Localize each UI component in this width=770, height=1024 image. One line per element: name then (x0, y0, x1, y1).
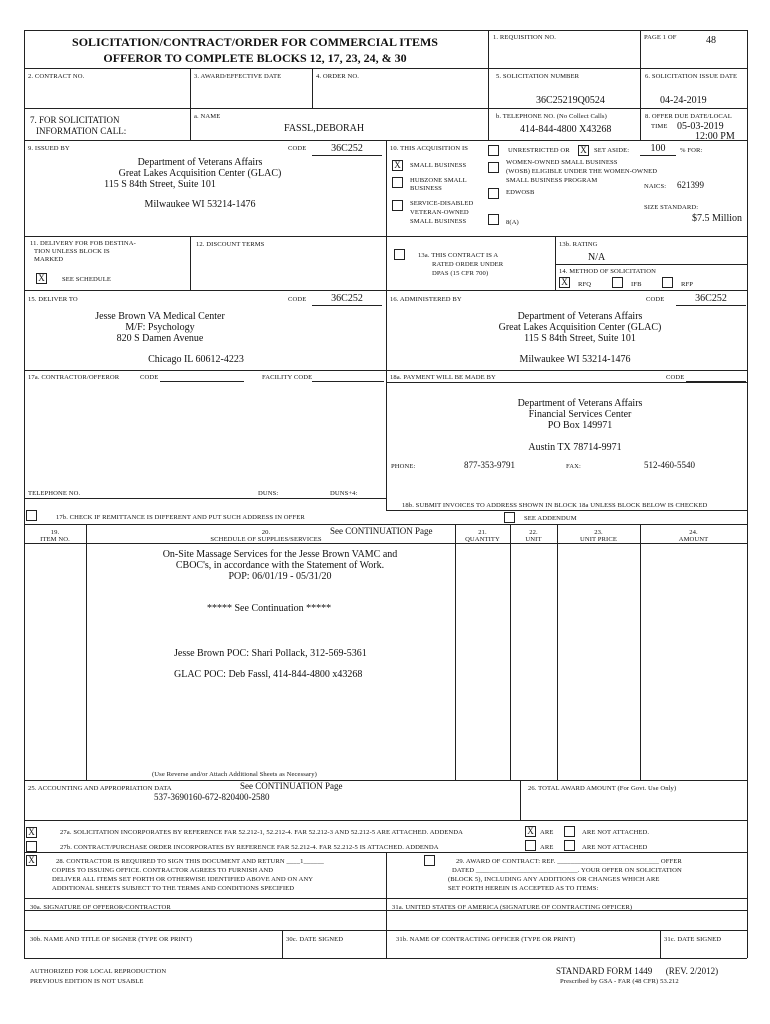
clause-28-checkbox[interactable]: X (26, 855, 37, 866)
contact-name: FASSL,DEBORAH (284, 123, 365, 134)
clause-27b-are-checkbox[interactable] (525, 840, 536, 851)
footer-edition-note: PREVIOUS EDITION IS NOT USABLE (30, 978, 144, 985)
issued-by-code: 36C252 (312, 143, 382, 156)
clause-28-line1: 28. CONTRACTOR IS REQUIRED TO SIGN THIS DOCUMENT AND RETURN ____1______ (56, 858, 324, 865)
administered-by-line2: Great Lakes Acquisition Center (GLAC) (498, 322, 662, 333)
rfp-label: RFP (681, 281, 694, 288)
hubzone-checkbox[interactable] (392, 177, 403, 188)
facility-code-field[interactable] (312, 381, 384, 382)
col-supplies-num: 20. (261, 529, 271, 536)
size-standard: $7.5 Million (692, 213, 743, 224)
info-call-label-2: INFORMATION CALL: (36, 126, 127, 136)
clause-27b-are-label: ARE (540, 844, 554, 851)
method-label: 14. METHOD OF SOLICITATION (559, 268, 656, 275)
sdvosb-label-2: VETERAN-OWNED (410, 209, 469, 216)
page-label: PAGE 1 OF (644, 34, 677, 41)
rated-order-label-3: DPAS (15 CFR 700) (432, 270, 489, 277)
col-item-no-label: ITEM NO. (40, 536, 70, 543)
administered-by-line1: Department of Veterans Affairs (517, 311, 643, 322)
small-business-checkbox[interactable]: X (392, 160, 403, 171)
sdvosb-label-3: SMALL BUSINESS (410, 218, 467, 225)
issued-by-label: 9. ISSUED BY (28, 145, 70, 152)
form-title-line1: SOLICITATION/CONTRACT/ORDER FOR COMMERCIAL ITEMS (72, 35, 438, 49)
order-no-label: 4. ORDER NO. (316, 73, 359, 80)
schedule-desc-line6: GLAC POC: Deb Fassl, 414-844-4800 x43268 (174, 669, 363, 680)
deliver-to-code-label: CODE (288, 296, 307, 303)
payment-line2: Financial Services Center (528, 409, 632, 420)
signature-officer-label: 31a. UNITED STATES OF AMERICA (SIGNATURE OF CONTRACTING OFFICER) (392, 904, 633, 911)
issued-by-line1: Department of Veterans Affairs (137, 157, 263, 168)
rfq-label: RFQ (578, 281, 592, 288)
payment-code-field[interactable] (686, 381, 746, 382)
telephone-label: b. TELEPHONE NO. (No Collect Calls) (496, 113, 607, 120)
contractor-label: 17a. CONTRACTOR/OFFEROR (28, 374, 120, 381)
contractor-code-field[interactable] (160, 381, 244, 382)
deliver-to-line1: Jesse Brown VA Medical Center (95, 311, 225, 322)
page-total: 48 (706, 35, 716, 46)
see-addendum-checkbox[interactable] (504, 512, 515, 523)
info-call-label-1: 7. FOR SOLICITATION (30, 115, 120, 125)
see-addendum-label: SEE ADDENDUM (524, 515, 577, 522)
set-aside-percent: 100 (640, 143, 676, 156)
payment-code-label: CODE (666, 374, 685, 381)
schedule-desc-line3: POP: 06/01/19 - 05/31/20 (228, 571, 332, 582)
offer-due-label: 8. OFFER DUE DATE/LOCAL (645, 113, 732, 120)
form-title-line2: OFFEROR TO COMPLETE BLOCKS 12, 17, 23, 24, & 30 (103, 51, 407, 65)
deliver-to-code: 36C252 (312, 293, 382, 306)
clause-27a-are-label: ARE (540, 829, 554, 836)
schedule-desc-line2: CBOC's, in accordance with the Statement of Work. (175, 560, 385, 571)
deliver-to-label: 15. DELIVER TO (28, 296, 78, 303)
reverse-note: (Use Reverse and/or Attach Additional Sheets as Necessary) (152, 771, 317, 778)
footer-form-number: STANDARD FORM 1449 (REV. 2/2012) (556, 966, 719, 976)
clause-29-line2: DATED ______________________________. YOUR OFFER ON SOLICITATION (452, 867, 682, 874)
deliver-to-line2: M/F: Psychology (125, 322, 195, 333)
discount-terms-label: 12. DISCOUNT TERMS (196, 241, 265, 248)
accounting-label: 25. ACCOUNTING AND APPROPRIATION DATA (28, 785, 172, 792)
footer-reproduction-note: AUTHORIZED FOR LOCAL REPRODUCTION (30, 968, 167, 975)
issued-by-line2: Great Lakes Acquisition Center (GLAC) (118, 168, 282, 179)
remittance-checkbox[interactable] (26, 510, 37, 521)
schedule-desc-line5: Jesse Brown POC: Shari Pollack, 312-569-5361 (174, 648, 367, 659)
rating-label: 13b. RATING (559, 241, 598, 248)
rated-order-checkbox[interactable] (394, 249, 405, 260)
clause-29-line4: SET FORTH HEREIN IS ACCEPTED AS TO ITEMS: (448, 885, 599, 892)
deliver-to-line3: 820 S Damen Avenue (116, 333, 204, 344)
col-supplies-label: SCHEDULE OF SUPPLIES/SERVICES (210, 536, 322, 543)
clause-27a-text: 27a. SOLICITATION INCORPORATES BY REFERENCE FAR 52.212-1, 52.212-4. FAR 52.212-3 AND 52.212-5 ARE ATTACHED. ADDENDA (60, 829, 464, 836)
payment-line3: PO Box 149971 (547, 420, 613, 431)
signer-name-label: 30b. NAME AND TITLE OF SIGNER (TYPE OR PRINT) (30, 936, 193, 943)
unrestricted-checkbox[interactable] (488, 145, 499, 156)
issue-date: 04-24-2019 (660, 95, 707, 106)
contract-no-label: 2. CONTRACT NO. (28, 73, 85, 80)
issued-by-line4: Milwaukee WI 53214-1476 (144, 199, 256, 210)
award-date-label: 3. AWARD/EFFECTIVE DATE (194, 73, 282, 80)
naics-label: NAICS: (644, 183, 667, 190)
offer-due-time: 12:00 PM (695, 131, 735, 142)
clause-29-line3: (BLOCK 5), INCLUDING ANY ADDITIONS OR CHANGES WHICH ARE (448, 876, 660, 883)
col-amount-num: 24. (689, 529, 698, 536)
clause-27a-checkbox[interactable]: X (26, 827, 37, 838)
col-unit-price-label: UNIT PRICE (580, 536, 617, 543)
size-standard-label: SIZE STANDARD: (644, 204, 699, 211)
hubzone-label-2: BUSINESS (410, 185, 442, 192)
acquisition-label: 10. THIS ACQUISITION IS (390, 145, 469, 152)
rfp-checkbox[interactable] (662, 277, 673, 288)
col-item-no-num: 19. (50, 529, 60, 536)
clause-27b-checkbox[interactable] (26, 841, 37, 852)
footer-prescribed-by: Prescribed by GSA - FAR (48 CFR) 53.212 (560, 978, 679, 985)
clause-29-line1: 29. AWARD OF CONTRACT: REF. ______________________________ OFFER (456, 858, 682, 865)
accounting-value: 537-3690160-672-820400-2580 (154, 792, 270, 802)
clause-27b-are-not-checkbox[interactable] (564, 840, 575, 851)
contractor-code-label: CODE (140, 374, 159, 381)
see-schedule-label: SEE SCHEDULE (62, 276, 112, 283)
col-unit-price-num: 23. (594, 529, 603, 536)
schedule-desc-line1: On-Site Massage Services for the Jesse Brown VAMC and (162, 549, 398, 560)
continuation-header: See CONTINUATION Page (330, 526, 433, 536)
clause-28-line2: COPIES TO ISSUING OFFICE. CONTRACTOR AGREES TO FURNISH AND (52, 867, 274, 874)
submit-invoices-label: 18b. SUBMIT INVOICES TO ADDRESS SHOWN IN BLOCK 18a UNLESS BLOCK BELOW IS CHECKED (402, 502, 708, 509)
payment-phone: 877-353-9791 (464, 460, 515, 470)
solicitation-number: 36C25219Q0524 (536, 95, 605, 106)
clause-27b-text: 27b. CONTRACT/PURCHASE ORDER INCORPORATES BY REFERENCE FAR 52.212-4. FAR 52.212-5 IS ATTACHED. ADDENDA (60, 844, 439, 851)
wosb-checkbox[interactable] (488, 162, 499, 173)
duns4-label: DUNS+4: (330, 490, 358, 497)
payment-label: 18a. PAYMENT WILL BE MADE BY (390, 374, 496, 381)
name-label: a. NAME (194, 113, 221, 120)
time-label: TIME (651, 123, 668, 130)
hubzone-label-1: HUBZONE SMALL (410, 177, 467, 184)
total-award-label: 26. TOTAL AWARD AMOUNT (For Govt. Use Only) (528, 785, 677, 792)
administered-by-line4: Milwaukee WI 53214-1476 (519, 354, 631, 365)
edwosb-checkbox[interactable] (488, 188, 499, 199)
eight-a-checkbox[interactable] (488, 214, 499, 225)
clause-28-line4: ADDITIONAL SHEETS SUBJECT TO THE TERMS AND CONDITIONS SPECIFIED (52, 885, 295, 892)
see-schedule-checkbox[interactable]: X (36, 273, 47, 284)
administered-by-label: 16. ADMINISTERED BY (390, 296, 462, 303)
sdvosb-checkbox[interactable] (392, 200, 403, 211)
col-unit-num: 22. (529, 529, 538, 536)
solicitation-no-label: 5. SOLICITATION NUMBER (496, 73, 580, 80)
clause-29-checkbox[interactable] (424, 855, 435, 866)
ifb-checkbox[interactable] (612, 277, 623, 288)
percent-for-label: % FOR: (680, 147, 703, 154)
payment-phone-label: PHONE: (391, 463, 416, 470)
issued-by-code-label: CODE (288, 145, 307, 152)
sdvosb-label-1: SERVICE-DISABLED (410, 200, 474, 207)
wosb-label-1: WOMEN-OWNED SMALL BUSINESS (506, 159, 618, 166)
payment-line1: Department of Veterans Affairs (517, 398, 643, 409)
remittance-label: 17b. CHECK IF REMITTANCE IS DIFFERENT AND PUT SUCH ADDRESS IN OFFER (56, 514, 305, 521)
facility-code-label: FACILITY CODE (262, 374, 313, 381)
issued-by-line3: 115 S 84th Street, Suite 101 (104, 179, 216, 190)
duns-label: DUNS: (258, 490, 279, 497)
col-unit-label: UNIT (525, 536, 542, 543)
delivery-label-1: 11. DELIVERY FOR FOB DESTINA- (30, 240, 136, 247)
telephone-number: 414-844-4800 X43268 (520, 124, 612, 135)
ifb-label: IFB (631, 281, 642, 288)
rated-order-label-1: 13a. THIS CONTRACT IS A (418, 252, 499, 259)
signature-contractor-label: 30a. SIGNATURE OF OFFEROR/CONTRACTOR (30, 904, 171, 911)
offer-due-date: 05-03-2019 (677, 121, 724, 132)
administered-by-code: 36C252 (676, 293, 746, 306)
officer-name-label: 31b. NAME OF CONTRACTING OFFICER (TYPE OR PRINT) (396, 936, 576, 943)
rating-value: N/A (588, 252, 606, 263)
clause-28-line3: DELIVER ALL ITEMS SET FORTH OR OTHERWISE IDENTIFIED ABOVE AND ON ANY (52, 876, 314, 883)
contractor-telephone-label: TELEPHONE NO. (28, 490, 81, 497)
payment-line4: Austin TX 78714-9971 (528, 442, 622, 453)
clause-27b-are-not-label: ARE NOT ATTACHED (582, 844, 648, 851)
payment-fax: 512-460-5540 (644, 460, 695, 470)
small-business-label: SMALL BUSINESS (410, 162, 467, 169)
accounting-continuation: See CONTINUATION Page (240, 781, 343, 791)
wosb-label-3: SMALL BUSINESS PROGRAM (506, 177, 598, 184)
delivery-label-3: MARKED (34, 256, 64, 263)
edwosb-label: EDWOSB (506, 189, 535, 196)
naics-code: 621399 (677, 180, 704, 190)
clause-27a-are-not-label: ARE NOT ATTACHED. (582, 829, 650, 836)
signature-contractor-field[interactable] (30, 912, 380, 928)
administered-by-line3: 115 S 84th Street, Suite 101 (524, 333, 636, 344)
col-amount-label: AMOUNT (678, 536, 709, 543)
clause-27a-are-not-checkbox[interactable] (564, 826, 575, 837)
unrestricted-label: UNRESTRICTED OR (508, 147, 570, 154)
signature-officer-field[interactable] (392, 912, 742, 928)
deliver-to-line4: Chicago IL 60612-4223 (148, 354, 244, 365)
rfq-checkbox[interactable]: X (559, 277, 570, 288)
schedule-desc-line4: ***** See Continuation ***** (207, 603, 332, 614)
col-quantity-num: 21. (478, 529, 487, 536)
requisition-label: 1. REQUISITION NO. (493, 34, 556, 41)
clause-27a-are-checkbox[interactable]: X (525, 826, 536, 837)
set-aside-checkbox[interactable]: X (578, 145, 589, 156)
wosb-label-2: (WOSB) ELIGIBLE UNDER THE WOMEN-OWNED (506, 168, 658, 175)
eight-a-label: 8(A) (506, 219, 519, 226)
administered-by-code-label: CODE (646, 296, 665, 303)
issue-date-label: 6. SOLICITATION ISSUE DATE (645, 73, 738, 80)
officer-date-signed-label: 31c. DATE SIGNED (664, 936, 722, 943)
set-aside-label: SET ASIDE: (594, 147, 630, 154)
col-quantity-label: QUANTITY (465, 536, 500, 543)
contractor-date-signed-label: 30c. DATE SIGNED (286, 936, 344, 943)
rated-order-label-2: RATED ORDER UNDER (432, 261, 504, 268)
payment-fax-label: FAX: (566, 463, 581, 470)
delivery-label-2: TION UNLESS BLOCK IS (34, 248, 110, 255)
